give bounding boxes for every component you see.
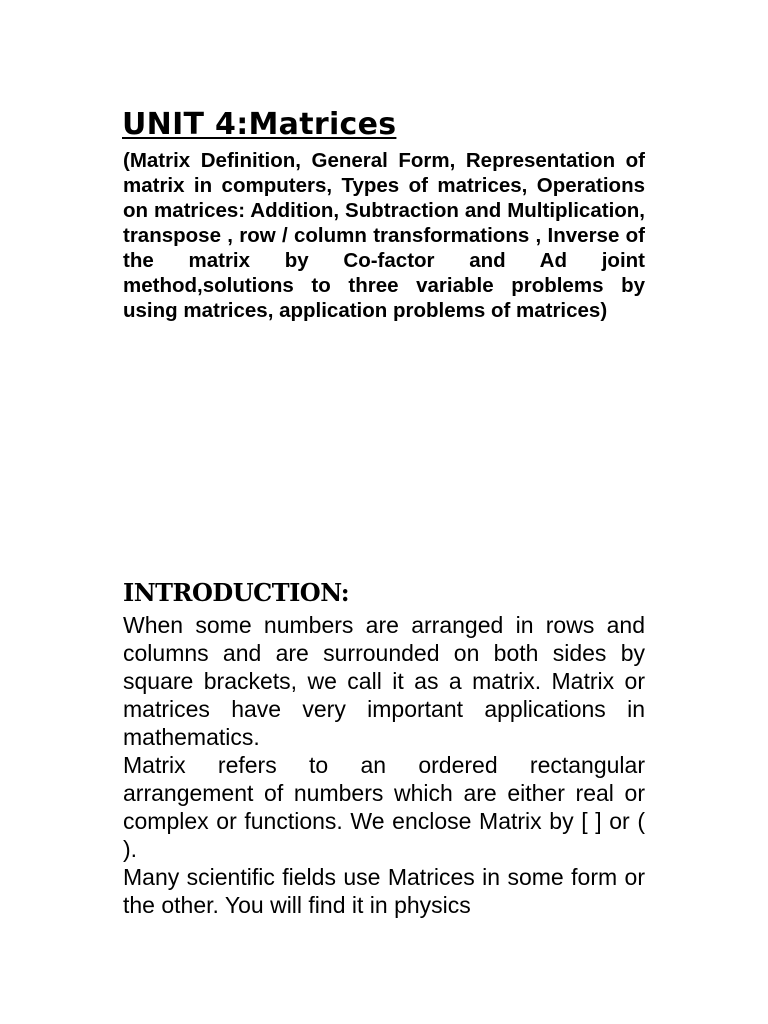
syllabus-paragraph: (Matrix Definition, General Form, Representation of matrix in computers, Types of matrices, Operations on matrices: Addition, Subtraction and Multiplication, transpose , row / column transformations , Inverse of the matrix by Co-factor and Ad joint method,solutions to three variable problems by using matrices, application problems of matrices) [123, 149, 645, 322]
introduction-heading: INTRODUCTION: [123, 578, 350, 607]
intro-paragraph: When some numbers are arranged in rows and columns and are surrounded on both sides by square brackets, we call it as a matrix. Matrix or matrices have very important applications in mathematics. [123, 612, 645, 750]
intro-paragraph: Matrix refers to an ordered rectangular arrangement of numbers which are either real or complex or functions. We enclose Matrix by [ ] or ( ). [123, 752, 645, 862]
introduction-body [123, 611, 645, 919]
unit-title: UNIT 4:Matrices [122, 107, 397, 142]
intro-paragraph: Many scientific fields use Matrices in some form or the other. You will find it in physics [123, 864, 645, 918]
